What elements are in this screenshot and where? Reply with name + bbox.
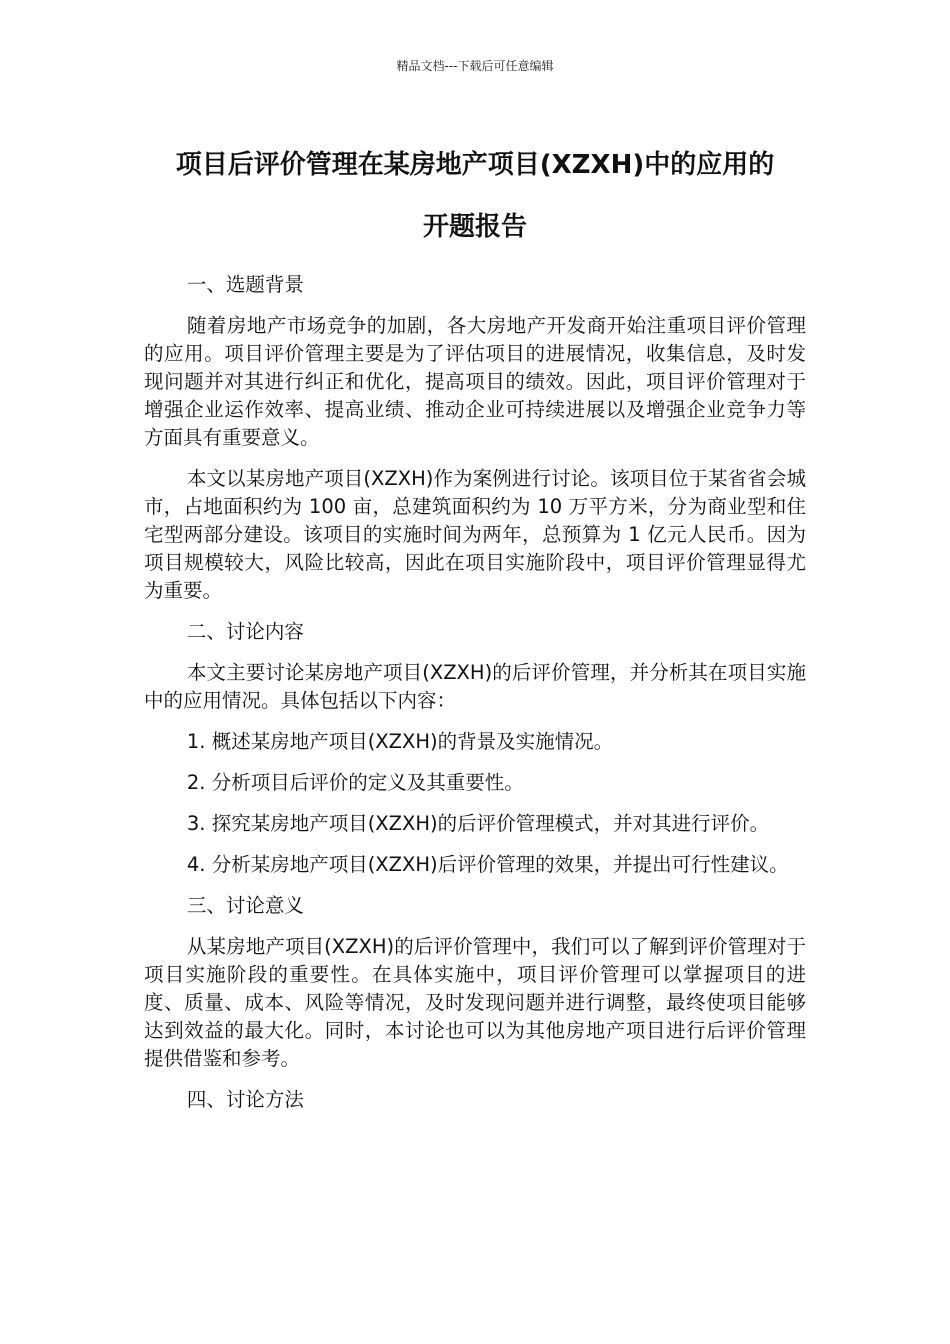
title-line-1: 项目后评价管理在某房地产项目(XZXH)中的应用的 xyxy=(175,150,775,180)
list-item: 4. 分析某房地产项目(XZXH)后评价管理的效果，并提出可行性建议。 xyxy=(186,853,789,876)
section-heading-content: 二、讨论内容 xyxy=(186,620,304,643)
document-body xyxy=(144,271,806,1127)
paragraph: 从某房地产项目(XZXH)的后评价管理中，我们可以了解到评价管理对于项目实施阶段的重要性。在具体实施中，项目评价管理可以掌握项目的进度、质量、成本、风险等情况，及时发现问题并进行调整，最终使项目能够达到效益的最大化。同时，本讨论也可以为其他房地产项目进行后评价管理提供借鉴和参考。 xyxy=(144,935,806,1070)
list-item: 1. 概述某房地产项目(XZXH)的背景及实施情况。 xyxy=(186,730,614,753)
document-title xyxy=(0,134,950,258)
paragraph: 随着房地产市场竞争的加剧，各大房地产开发商开始注重项目评价管理的应用。项目评价管理主要是为了评估项目的进展情况，收集信息，及时发现问题并对其进行纠正和优化，提高项目的绩效。因此，项目评价管理对于增强企业运作效率、提高业绩、推动企业可持续进展以及增强企业竞争力等方面具有重要意义。 xyxy=(144,314,806,449)
list-item: 3. 探究某房地产项目(XZXH)的后评价管理模式，并对其进行评价。 xyxy=(186,812,770,835)
title-line-2: 开题报告 xyxy=(422,212,527,242)
section-heading-significance: 三、讨论意义 xyxy=(186,894,304,917)
header-note: 精品文档---下载后可任意编辑 xyxy=(396,59,554,73)
paragraph: 本文主要讨论某房地产项目(XZXH)的后评价管理，并分析其在项目实施中的应用情况。具体包括以下内容： xyxy=(144,661,806,712)
paragraph: 本文以某房地产项目(XZXH)作为案例进行讨论。该项目位于某省省会城市，占地面积约为 100 亩，总建筑面积约为 10 万平方米，分为商业型和住宅型两部分建设。该项目的实施时间为两年，总预算为 1 亿元人民币。因为项目规模较大，风险比较高，因此在项目实施阶段中，项目评价管理显得尤为重要。 xyxy=(144,467,806,602)
section-heading-method: 四、讨论方法 xyxy=(186,1088,304,1111)
section-heading-background: 一、选题背景 xyxy=(186,273,304,296)
list-item: 2. 分析项目后评价的定义及其重要性。 xyxy=(186,771,524,794)
